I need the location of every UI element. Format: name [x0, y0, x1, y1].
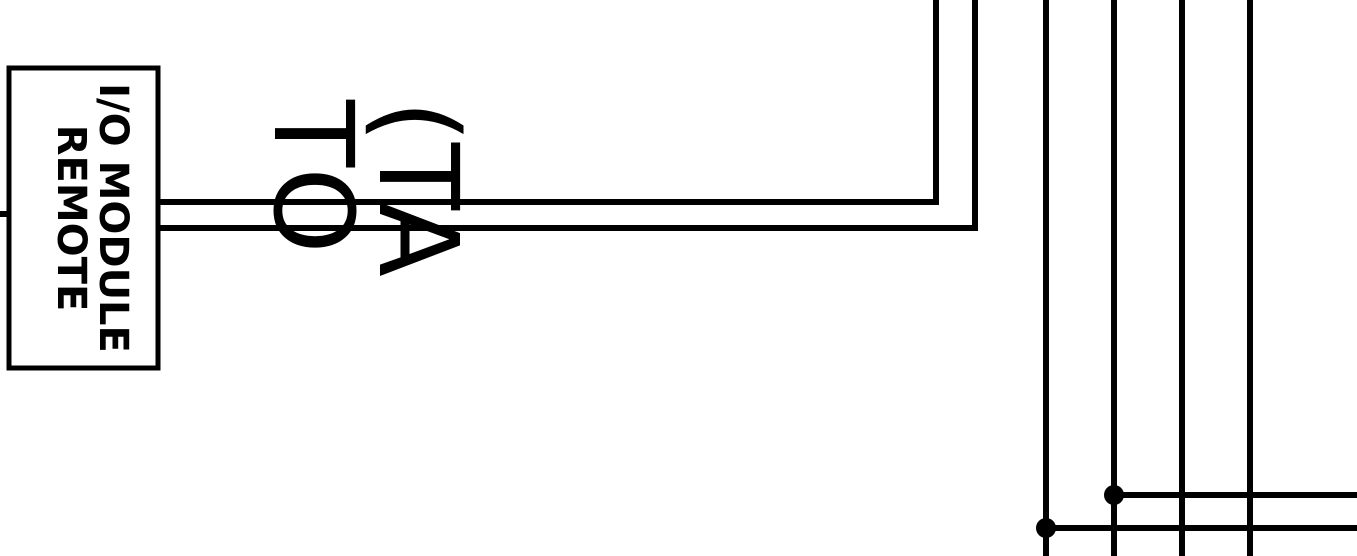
partial-label-line2: (TA — [354, 100, 482, 277]
module-label-line1: REMOTE — [48, 124, 94, 312]
partial-label-line1: TO — [249, 100, 377, 254]
partial-label — [249, 99, 482, 277]
junction-dot-1 — [1104, 485, 1124, 505]
junction-dot-2 — [1036, 518, 1056, 538]
module-label-line2: I/O MODULE — [90, 83, 136, 353]
